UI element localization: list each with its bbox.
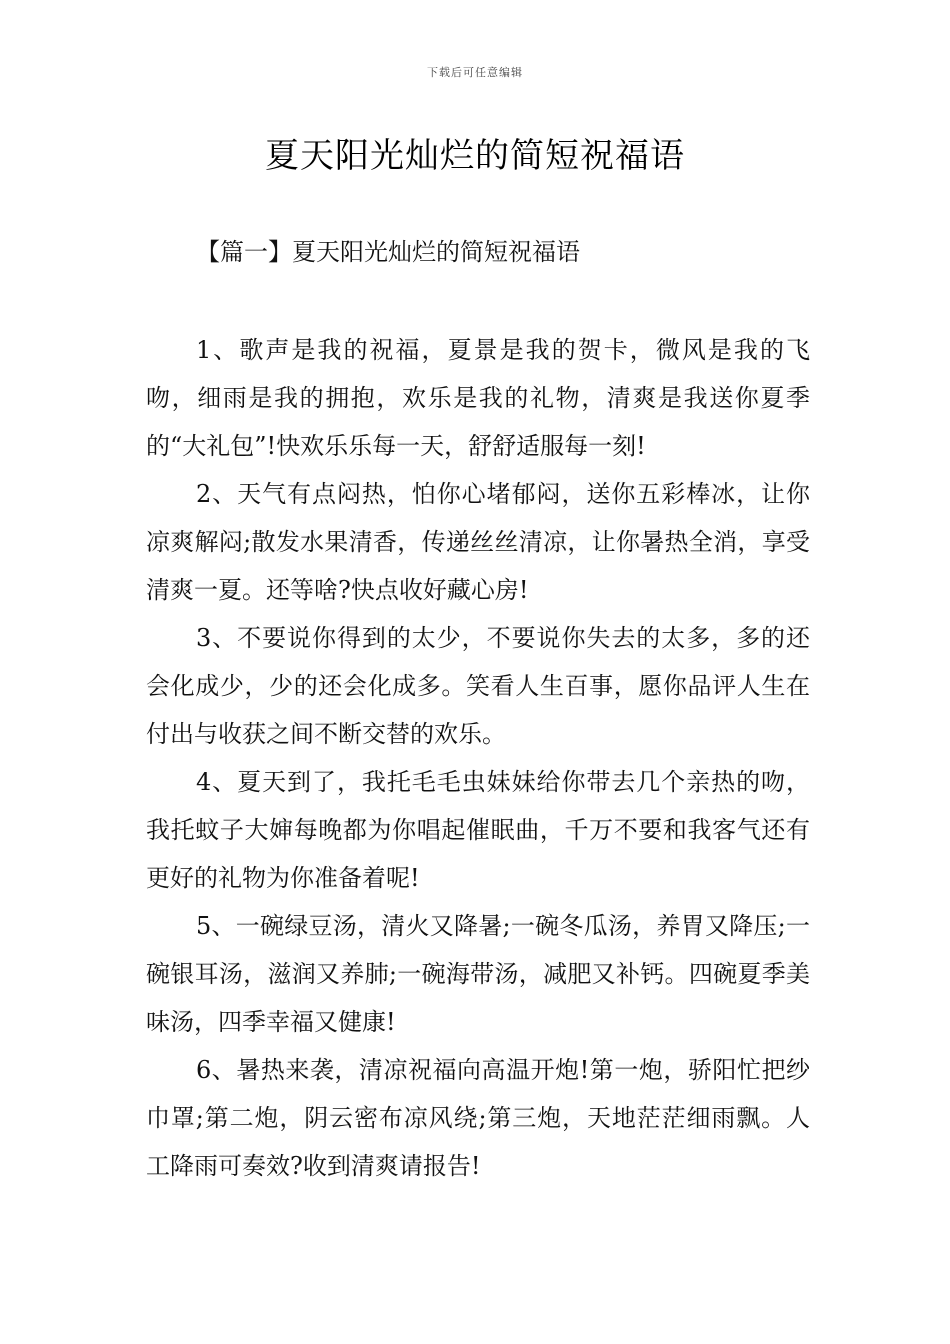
paragraph-1: 1、歌声是我的祝福，夏景是我的贺卡，微风是我的飞吻，细雨是我的拥抱，欢乐是我的礼物，清爽是我送你夏季的“大礼包”!快欢乐乐每一天，舒舒适服每一刻! — [146, 336, 810, 460]
section-heading: 【篇一】夏天阳光灿烂的简短祝福语 — [196, 238, 580, 266]
document-title: 夏天阳光灿烂的简短祝福语 — [265, 136, 685, 176]
paragraph-2: 2、天气有点闷热，怕你心堵郁闷，送你五彩棒冰，让你凉爽解闷;散发水果清香，传递丝丝清凉，让你暑热全消，享受清爽一夏。还等啥?快点收好藏心房! — [146, 480, 810, 604]
paragraph-5: 5、一碗绿豆汤，清火又降暑;一碗冬瓜汤，养胃又降压;一碗银耳汤，滋润又养肺;一碗海带汤，减肥又补钙。四碗夏季美味汤，四季幸福又健康! — [146, 912, 810, 1036]
paragraph-4: 4、夏天到了，我托毛毛虫妹妹给你带去几个亲热的吻，我托蚊子大婶每晚都为你唱起催眠曲，千万不要和我客气还有更好的礼物为你准备着呢! — [146, 768, 810, 892]
document-body — [146, 326, 810, 1190]
paragraph-6: 6、暑热来袭，清凉祝福向高温开炮!第一炮，骄阳忙把纱巾罩;第二炮，阴云密布凉风绕;第三炮，天地茫茫细雨飘。人工降雨可奏效?收到清爽请报告! — [146, 1056, 810, 1180]
page-header-note: 下载后可任意编辑 — [427, 66, 523, 79]
paragraph-3: 3、不要说你得到的太少，不要说你失去的太多，多的还会化成少，少的还会化成多。笑看人生百事，愿你品评人生在付出与收获之间不断交替的欢乐。 — [146, 624, 810, 748]
